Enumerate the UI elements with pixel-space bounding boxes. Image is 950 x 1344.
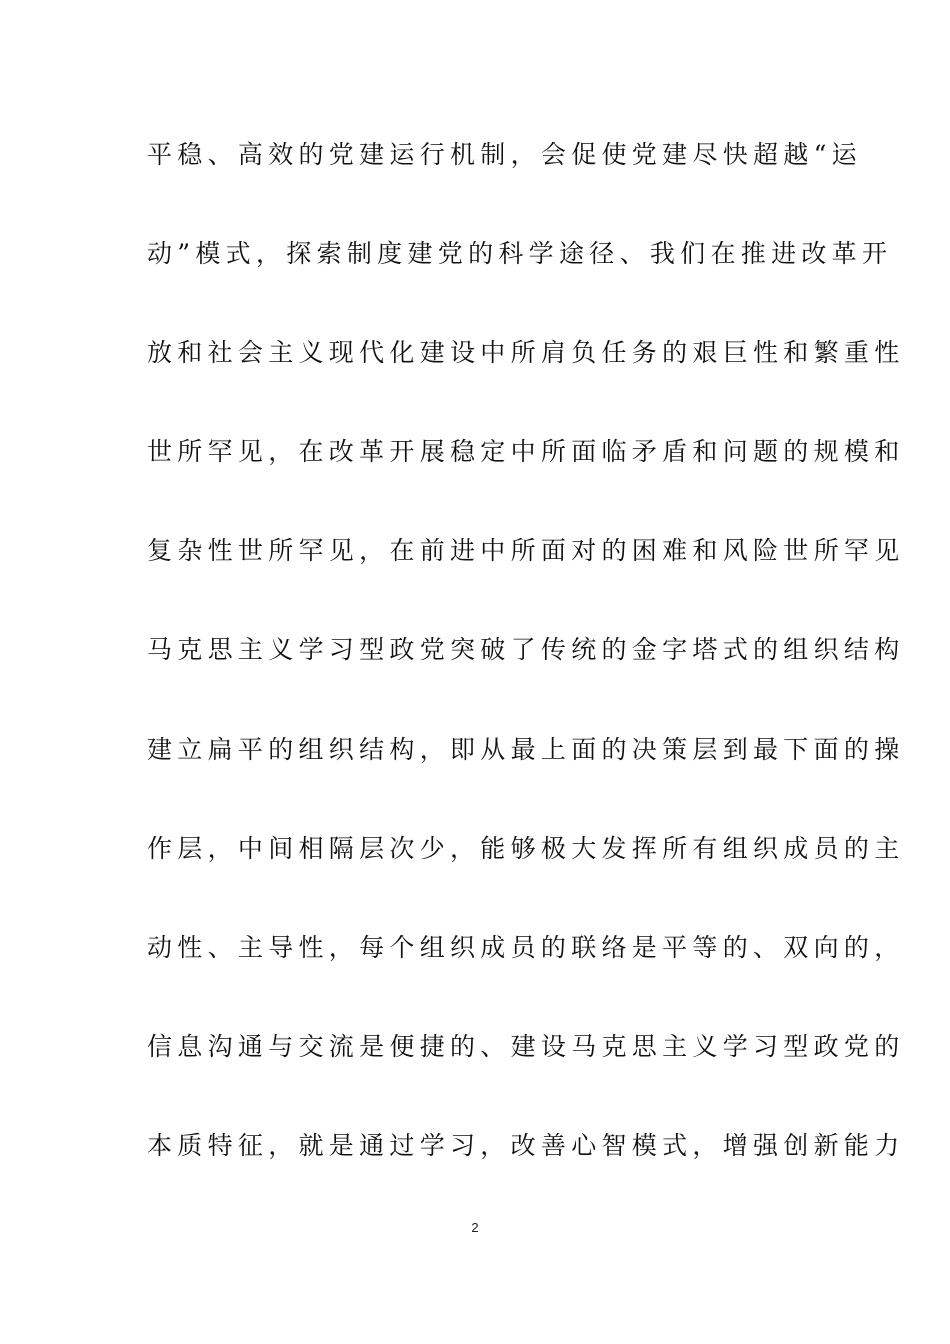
body-text (147, 128, 905, 1218)
text-line: 平稳、高效的党建运行机制，会促使党建尽快超越“运 (147, 140, 862, 169)
text-line: 马克思主义学习型政党突破了传统的金字塔式的组织结构 (147, 635, 905, 665)
text-line: 动”模式，探索制度建党的科学途径、我们在推进改革开 (147, 239, 893, 269)
text-line: 信息沟通与交流是便捷的、建设马克思主义学习型政党的 (147, 1031, 905, 1061)
page-number: 2 (471, 1220, 479, 1235)
text-line: 世所罕见，在改革开展稳定中所面临矛盾和问题的规模和 (147, 437, 905, 467)
text-line: 放和社会主义现代化建设中所肩负任务的艰巨性和繁重性 (147, 338, 905, 368)
text-line: 作层，中间相隔层次少，能够极大发挥所有组织成员的主 (147, 833, 905, 863)
text-line: 动性、主导性，每个组织成员的联络是平等的、双向的， (147, 932, 905, 962)
text-line: 本质特征，就是通过学习，改善心智模式，增强创新能力 (147, 1130, 905, 1160)
text-line: 复杂性世所罕见，在前进中所面对的困难和风险世所罕见 (147, 536, 905, 566)
text-line: 建立扁平的组织结构，即从最上面的决策层到最下面的操 (147, 734, 905, 764)
